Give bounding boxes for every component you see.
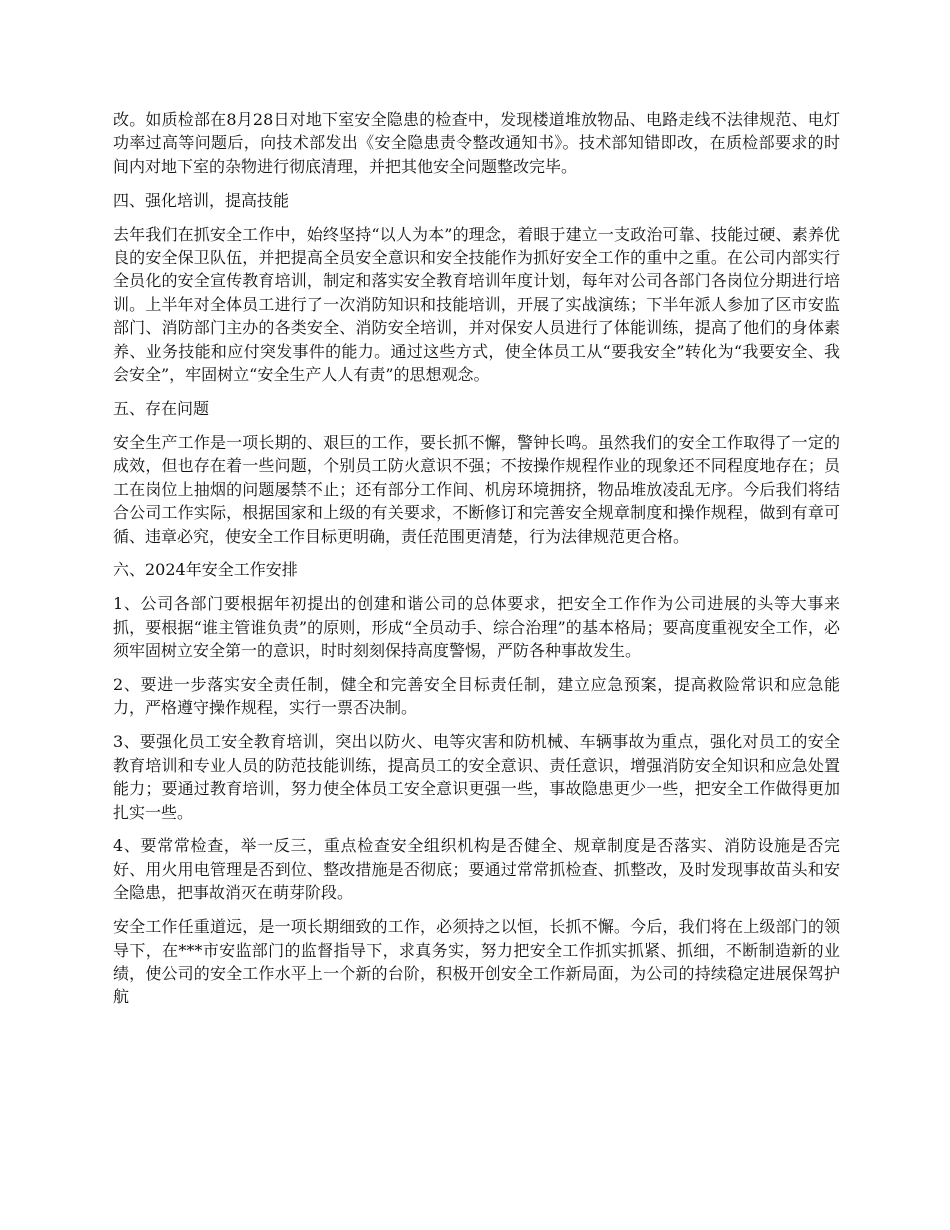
section-heading-training: 四、强化培训，提高技能 [113, 190, 290, 210]
paragraph-training: 去年我们在抓安全工作中，始终坚持“以人为本”的理念，着眼于建立一支政治可靠、技能过硬、素养优良的安全保卫队伍，并把提高全员安全意识和安全技能作为抓好安全工作的重中之重。在公司内部实行全员化的安全宣传教育培训，制定和落实安全教育培训年度计划，每年对公司各部门各岗位分期进行培训。上半年对全体员工进行了一次消防知识和技能培训，开展了实战演练；下半年派人参加了区市安监部门、消防部门主办的各类安全、消防安全培训，并对保安人员进行了体能训练，提高了他们的身体素养、业务技能和应付突发事件的能力。通过这些方式，使全体员工从“要我安全”转化为“我要安全、我会安全”，牢固树立“安全生产人人有责”的思想观念。 [113, 224, 840, 385]
plan-item-3: 3、要强化员工安全教育培训，突出以防火、电等灾害和防机械、车辆事故为重点，强化对员工的安全教育培训和专业人员的防范技能训练，提高员工的安全意识、责任意识，增强消防安全知识和应急处置能力；要通过教育培训，努力使全体员工安全意识更强一些，事故隐患更少一些，把安全工作做得更加扎实一些。 [113, 732, 840, 822]
document-page [113, 108, 840, 1019]
section-heading-plan: 六、2024年安全工作安排 [113, 560, 298, 580]
plan-item-4: 4、要常常检查，举一反三，重点检查安全组织机构是否健全、规章制度是否落实、消防设施是否完好、用火用电管理是否到位、整改措施是否彻底；要通过常常抓检查、抓整改，及时发现事故苗头和安全隐患，把事故消灭在萌芽阶段。 [113, 836, 840, 903]
paragraph-closing: 安全工作任重道远，是一项长期细致的工作，必须持之以恒，长抓不懈。今后，我们将在上级部门的领导下，在***市安监部门的监督指导下，求真务实，努力把安全工作抓实抓紧、抓细，不断制造新的业绩，使公司的安全工作水平上一个新的台阶，积极开创安全工作新局面，为公司的持续稳定进展保驾护航 [113, 917, 840, 1007]
paragraph-problems: 安全生产工作是一项长期的、艰巨的工作，要长抓不懈，警钟长鸣。虽然我们的安全工作取得了一定的成效，但也存在着一些问题，个别员工防火意识不强；不按操作规程作业的现象还不同程度地存在；员工在岗位上抽烟的问题屡禁不止；还有部分工作间、机房环境拥挤，物品堆放凌乱无序。今后我们将结合公司工作实际，根据国家和上级的有关要求，不断修订和完善安全规章制度和操作规程，做到有章可循、违章必究，使安全工作目标更明确，责任范围更清楚，行为法律规范更合格。 [113, 432, 840, 546]
plan-item-1: 1、公司各部门要根据年初提出的创建和谐公司的总体要求，把安全工作作为公司进展的头等大事来抓，要根据“谁主管谁负责”的原则，形成“全员动手、综合治理”的基本格局；要高度重视安全工作，必须牢固树立安全第一的意识，时时刻刻保持高度警惕，严防各种事故发生。 [113, 594, 840, 661]
section-heading-problems: 五、存在问题 [113, 398, 210, 418]
plan-item-2: 2、要进一步落实安全责任制，健全和完善安全目标责任制，建立应急预案，提高救险常识和应急能力，严格遵守操作规程，实行一票否决制。 [113, 675, 840, 718]
paragraph-rectification: 改。如质检部在8月28日对地下室安全隐患的检查中，发现楼道堆放物品、电路走线不法律规范、电灯功率过高等问题后，向技术部发出《安全隐患责令整改通知书》。技术部知错即改，在质检部要求的时间内对地下室的杂物进行彻底清理，并把其他安全问题整改完毕。 [113, 110, 840, 176]
